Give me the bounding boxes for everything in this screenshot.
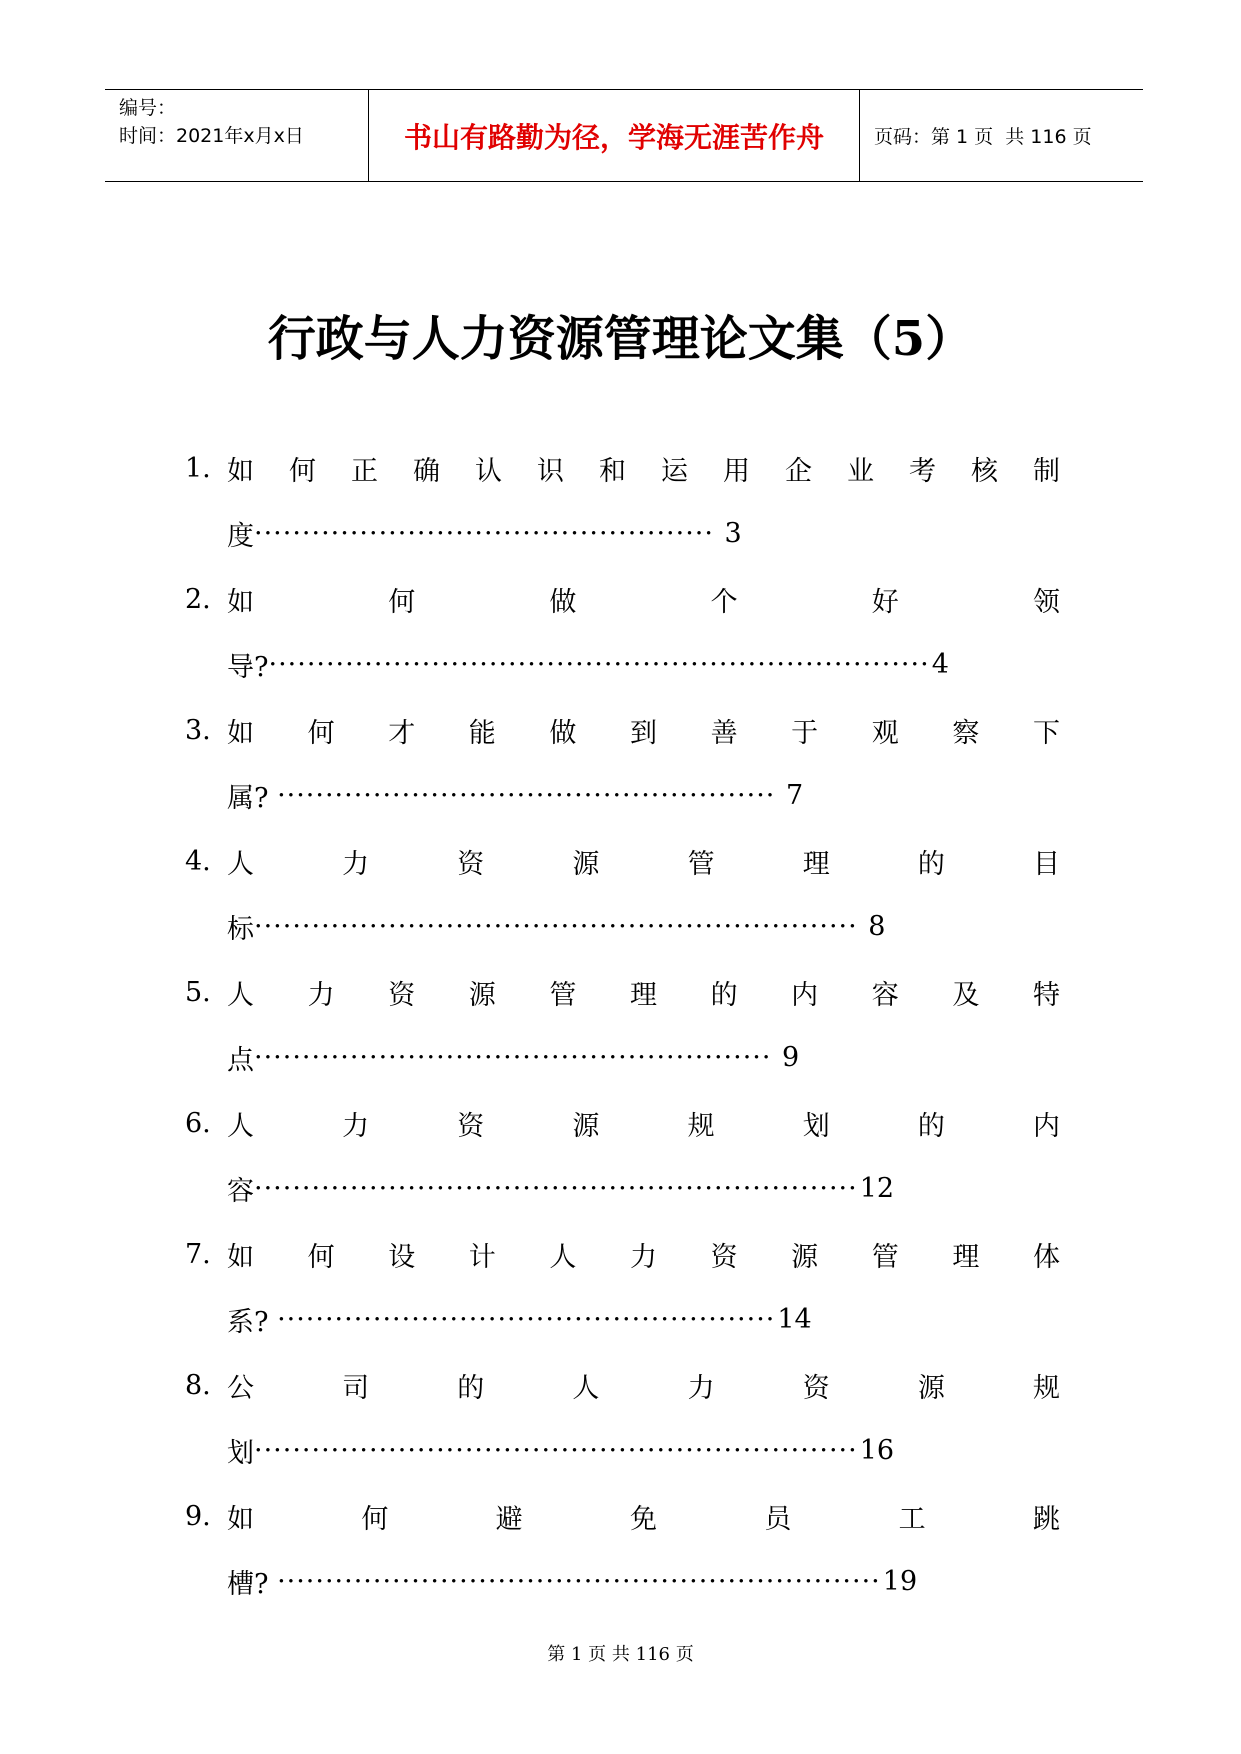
toc-entry-number: 9.	[185, 1500, 211, 1532]
toc-entry-char: 资	[388, 979, 416, 1011]
toc-entry-char: 运	[661, 455, 688, 487]
toc-entry-char: 理	[629, 979, 657, 1011]
toc-entry-char: 资	[457, 1110, 485, 1142]
toc-entry-char: 内	[1032, 1110, 1060, 1142]
toc-entry-char: 容	[871, 979, 899, 1011]
toc-page-number: 4	[931, 648, 949, 680]
toc-entry-char: 能	[468, 717, 496, 749]
toc-page-number: 8	[859, 910, 886, 942]
toc-entry-char: 规	[687, 1110, 715, 1142]
toc-entry-char: 源	[468, 979, 496, 1011]
header-meta	[105, 90, 369, 181]
toc-entry-char: 划	[802, 1110, 830, 1142]
toc-entry-char: 下	[1032, 717, 1060, 749]
toc-leader-dots: ·····································································	[268, 648, 930, 680]
toc-entry-char: 源	[791, 1241, 819, 1273]
table-of-contents	[185, 448, 1060, 1627]
toc-entry-number: 5.	[185, 976, 211, 1008]
toc-entry[interactable]	[185, 1103, 1060, 1234]
toc-entry-char: 力	[629, 1241, 657, 1273]
toc-entry-heading-line	[185, 579, 1060, 619]
toc-entry-char: 何	[289, 455, 316, 487]
toc-leader-dots: ················································	[254, 517, 714, 549]
toc-entry-char: 体	[1032, 1241, 1060, 1273]
toc-entry-char: 公	[227, 1372, 254, 1404]
toc-entry-char: 跳	[1032, 1503, 1060, 1535]
toc-entry-char: 确	[413, 455, 440, 487]
toc-entry-char: 如	[227, 455, 254, 487]
toc-entry-leader-line	[227, 1299, 812, 1339]
toc-entry-char: 特	[1032, 979, 1060, 1011]
toc-entry-leader-line	[227, 513, 742, 553]
toc-page-number: 19	[882, 1565, 918, 1597]
toc-entry-char: 内	[791, 979, 819, 1011]
toc-entry-char: 免	[629, 1503, 657, 1535]
toc-entry-tail: 容	[227, 1175, 254, 1207]
toc-entry-char: 员	[764, 1503, 792, 1535]
toc-entry-char: 认	[475, 455, 502, 487]
toc-leader-dots: ·······························································	[277, 1565, 881, 1597]
toc-leader-dots: ·······························································	[254, 1172, 858, 1204]
toc-entry-char: 做	[549, 586, 577, 618]
toc-entry-number: 7.	[185, 1238, 211, 1270]
toc-entry-char: 人	[549, 1241, 577, 1273]
toc-entry-char: 人	[227, 848, 254, 880]
toc-leader-dots: ······················································	[254, 1041, 772, 1073]
toc-entry-char: 资	[802, 1372, 830, 1404]
toc-entry-number: 4.	[185, 845, 211, 877]
toc-entry-char: 设	[388, 1241, 416, 1273]
toc-entry-char: 目	[1032, 848, 1060, 880]
number-label: 编号：	[119, 97, 177, 119]
toc-entry-char: 管	[871, 1241, 899, 1273]
toc-entry-char: 才	[388, 717, 416, 749]
toc-entry-tail: 点	[227, 1044, 254, 1076]
toc-entry-char: 人	[227, 979, 254, 1011]
toc-entry-heading-line	[185, 448, 1060, 488]
toc-entry-char: 于	[791, 717, 819, 749]
toc-entry-char: 的	[710, 979, 738, 1011]
toc-entry-char: 正	[351, 455, 378, 487]
toc-entry-char: 观	[871, 717, 899, 749]
toc-entry-char: 业	[847, 455, 874, 487]
toc-page-number: 14	[777, 1303, 812, 1335]
toc-entry-char: 人	[572, 1372, 600, 1404]
toc-entry-char: 领	[1032, 586, 1060, 618]
toc-entry[interactable]	[185, 841, 1060, 972]
toc-entry-char: 及	[952, 979, 980, 1011]
toc-entry-tail: 标	[227, 913, 254, 945]
toc-leader-dots: ····················································	[277, 779, 776, 811]
toc-entry-char: 避	[495, 1503, 523, 1535]
toc-entry-char: 管	[549, 979, 577, 1011]
toc-entry-char: 个	[710, 586, 738, 618]
time-label: 时间：2021年x月x日	[119, 125, 304, 147]
toc-entry-char: 资	[710, 1241, 738, 1273]
toc-entry-char: 管	[687, 848, 715, 880]
toc-entry[interactable]	[185, 972, 1060, 1103]
toc-entry-heading-line	[185, 1496, 1060, 1536]
toc-entry-number: 8.	[185, 1369, 211, 1401]
toc-entry-char: 源	[917, 1372, 945, 1404]
toc-page-number: 16	[859, 1434, 895, 1466]
toc-entry-heading-line	[185, 972, 1060, 1012]
header-table	[105, 89, 1143, 182]
toc-entry-heading-line	[185, 1103, 1060, 1143]
toc-entry-char: 力	[342, 1110, 370, 1142]
toc-entry-leader-line	[227, 775, 803, 815]
toc-entry-char: 如	[227, 586, 254, 618]
toc-entry-char: 规	[1032, 1372, 1060, 1404]
document-title: 行政与人力资源管理论文集（5）	[267, 311, 974, 367]
toc-entry-char: 理	[952, 1241, 980, 1273]
toc-entry-char: 何	[388, 586, 416, 618]
toc-entry-char: 工	[898, 1503, 926, 1535]
toc-entry-char: 力	[342, 848, 370, 880]
toc-entry-heading-line	[185, 710, 1060, 750]
toc-entry-char: 的	[917, 848, 945, 880]
toc-entry-heading-line	[185, 1365, 1060, 1405]
toc-leader-dots: ·······························································	[254, 910, 858, 942]
toc-entry-char: 源	[572, 1110, 600, 1142]
toc-entry-tail: 导?	[227, 651, 269, 683]
toc-entry-char: 源	[572, 848, 600, 880]
toc-entry-char: 做	[549, 717, 577, 749]
toc-entry-tail: 度	[227, 520, 254, 552]
toc-entry-char: 如	[227, 1241, 254, 1273]
toc-entry-char: 察	[952, 717, 980, 749]
toc-entry-char: 的	[457, 1372, 485, 1404]
toc-entry-tail: 属?	[227, 782, 278, 814]
toc-entry-number: 3.	[185, 714, 211, 746]
page-info: 页码：第 1 页 共 116 页	[874, 126, 1092, 148]
toc-page-number: 7	[777, 779, 804, 811]
toc-entry-leader-line	[227, 1168, 894, 1208]
toc-entry-char: 和	[599, 455, 626, 487]
toc-entry-char: 核	[971, 455, 998, 487]
toc-entry[interactable]	[185, 579, 1060, 710]
toc-entry-char: 司	[342, 1372, 370, 1404]
toc-entry-char: 制	[1033, 455, 1060, 487]
toc-entry-char: 企	[785, 455, 812, 487]
toc-entry-number: 1.	[185, 452, 211, 484]
toc-entry-number: 2.	[185, 583, 211, 615]
toc-entry-tail: 槽?	[227, 1568, 278, 1600]
toc-entry-leader-line	[227, 644, 949, 684]
toc-entry-char: 何	[307, 1241, 335, 1273]
toc-entry-char: 到	[629, 717, 657, 749]
toc-entry-tail: 系?	[227, 1306, 278, 1338]
footer-page-count: 第 1 页 共 116 页	[547, 1644, 694, 1665]
toc-entry-tail: 划	[227, 1437, 254, 1469]
toc-entry-char: 力	[687, 1372, 715, 1404]
toc-leader-dots: ····················································	[277, 1303, 776, 1335]
toc-entry-char: 识	[537, 455, 564, 487]
toc-entry-char: 何	[361, 1503, 389, 1535]
toc-entry-leader-line	[227, 1037, 799, 1077]
toc-entry[interactable]	[185, 1234, 1060, 1365]
toc-entry-char: 理	[802, 848, 830, 880]
toc-entry-char: 好	[871, 586, 899, 618]
toc-entry[interactable]	[185, 1496, 1060, 1627]
toc-entry[interactable]	[185, 710, 1060, 841]
toc-entry-char: 人	[227, 1110, 254, 1142]
toc-entry-heading-line	[185, 1234, 1060, 1274]
toc-entry-char: 的	[917, 1110, 945, 1142]
page-info-cell	[860, 90, 1143, 181]
toc-page-number: 12	[859, 1172, 895, 1204]
toc-entry-number: 6.	[185, 1107, 211, 1139]
toc-entry-char: 何	[307, 717, 335, 749]
toc-entry-char: 计	[468, 1241, 496, 1273]
toc-entry-char: 如	[227, 1503, 254, 1535]
toc-entry-leader-line	[227, 906, 885, 946]
toc-entry-char: 资	[457, 848, 485, 880]
toc-page-number: 9	[773, 1041, 800, 1073]
page-footer	[0, 1640, 1241, 1666]
toc-leader-dots: ·······························································	[254, 1434, 858, 1466]
toc-entry-char: 考	[909, 455, 936, 487]
toc-entry[interactable]	[185, 1365, 1060, 1496]
toc-page-number: 3	[715, 517, 742, 549]
toc-entry-leader-line	[227, 1561, 917, 1601]
toc-entry-heading-line	[185, 841, 1060, 881]
toc-entry-char: 力	[307, 979, 335, 1011]
toc-entry-char: 用	[723, 455, 750, 487]
toc-entry[interactable]	[185, 448, 1060, 579]
toc-entry-leader-line	[227, 1430, 894, 1470]
motto: 书山有路勤为径，学海无涯苦作舟	[369, 90, 860, 181]
toc-entry-char: 如	[227, 717, 254, 749]
toc-entry-char: 善	[710, 717, 738, 749]
